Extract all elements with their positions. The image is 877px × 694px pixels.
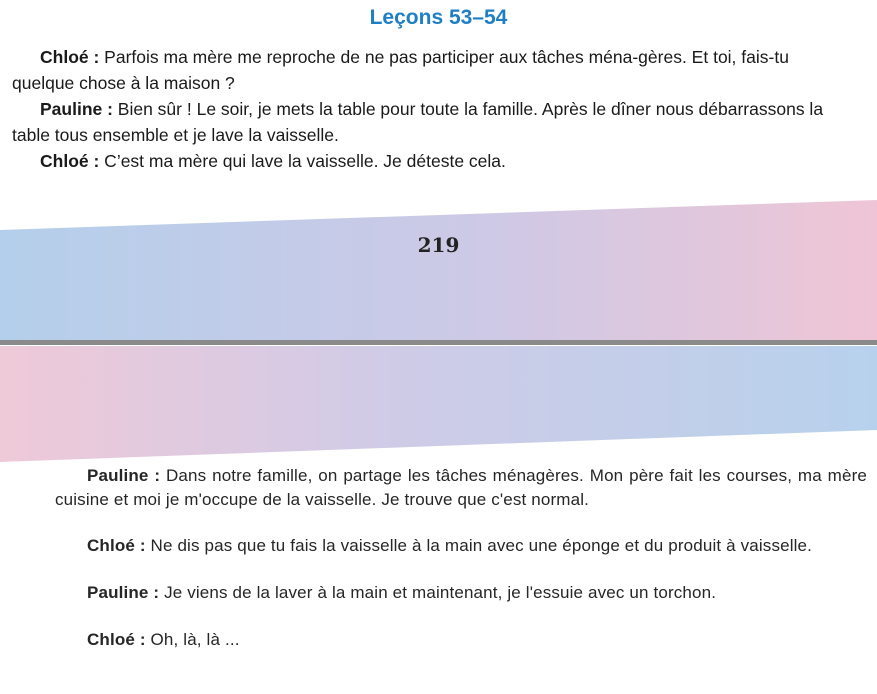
speaker-name: Chloé : (40, 151, 100, 171)
speaker-name: Chloé : (40, 47, 100, 67)
dialogue-text: Ne dis pas que tu fais la vaisselle à la main avec une éponge et du produit à vaisselle. (145, 536, 813, 555)
dialogue-line (55, 581, 867, 605)
dialogue-text: Parfois ma mère me reproche de ne pas participer aux tâches ména-gères. Et toi, fais-tu quelque chose à la maison ? (12, 47, 789, 93)
page-divider (0, 340, 877, 345)
lesson-title: Leçons 53–54 (369, 6, 508, 29)
speaker-name: Chloé : (87, 536, 146, 555)
dialogue-line (12, 96, 832, 148)
dialogue-line (55, 464, 867, 511)
dialogue-text: Bien sûr ! Le soir, je mets la table pour toute la famille. Après le dîner nous débarrassons la table tous ensemble et je lave la vaisselle. (12, 99, 824, 145)
speaker-name: Pauline : (87, 583, 160, 602)
dialogue-text: Dans notre famille, on partage les tâches ménagères. Mon père fait les courses, ma mère cuisine et moi je m'occupe de la vaisselle. Je trouve que c'est normal. (55, 466, 867, 509)
lower-page (0, 460, 877, 694)
dialogue-line (55, 628, 867, 652)
gradient-band-graphic (0, 190, 877, 470)
dialogue-line (12, 44, 832, 96)
dialogue-text: Je viens de la laver à la main et maintenant, je l'essuie avec un torchon. (159, 583, 717, 602)
dialogue-text: Oh, là, là ... (145, 630, 240, 649)
decorative-gradient-band (0, 190, 877, 470)
speaker-name: Pauline : (87, 466, 161, 485)
speaker-name: Pauline : (40, 99, 113, 119)
speaker-name: Chloé : (87, 630, 146, 649)
dialogue-line (12, 148, 832, 174)
dialogue-line (55, 534, 867, 558)
page-number: 219 (417, 233, 460, 257)
dialogue-text: C’est ma mère qui lave la vaisselle. Je déteste cela. (99, 151, 506, 171)
